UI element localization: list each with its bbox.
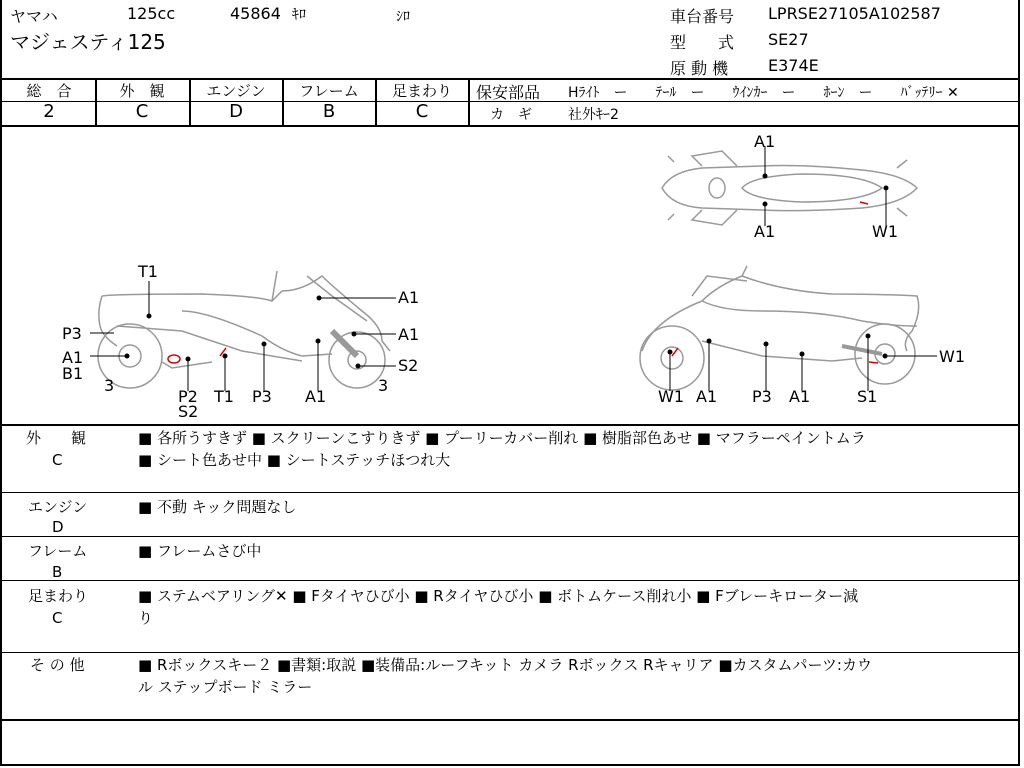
model-name: マジェスティ125 <box>10 30 166 54</box>
divider <box>2 580 1020 581</box>
diag-label-a1: A1 <box>62 348 84 367</box>
diag-label-w1: W1 <box>872 222 898 241</box>
diag-label-3: 3 <box>104 376 115 395</box>
grade-exterior: C <box>135 101 149 122</box>
remark-label-other: そ の 他 <box>30 656 85 674</box>
remark-text-exterior: ■ シート色あせ中 ■ シートステッチほつれ大 <box>138 451 451 469</box>
diag-label-a1: A1 <box>754 222 776 241</box>
divider <box>2 492 1020 493</box>
remark-grade-exterior: C <box>52 451 63 469</box>
grade-header-engine: エンジン <box>206 82 266 100</box>
chassis-number: LPRSE27105A102587 <box>768 4 941 23</box>
remark-text-suspension: り <box>138 609 154 627</box>
type-label: 型 式 <box>670 33 735 52</box>
grade-suspension: C <box>415 101 429 122</box>
engine-model-label: 原 動 機 <box>670 59 729 78</box>
grade-header-exterior: 外 観 <box>119 82 165 100</box>
maker: ヤマハ <box>10 7 58 26</box>
body-color: ｼﾛ <box>396 9 410 25</box>
key-value: 社外ｷｰ2 <box>568 107 619 123</box>
grade-frame: B <box>322 101 336 122</box>
remark-label-frame: フレーム <box>28 542 88 560</box>
divider <box>2 536 1020 537</box>
grade-header-suspension: 足まわり <box>391 82 452 100</box>
remark-text-exterior: ■ 各所うすきず ■ スクリーンこすりきず ■ プーリーカバー削れ ■ 樹脂部色あせ ■ マフラーペイントムラ <box>138 429 866 447</box>
safety-items: Hﾗｲﾄ ー ﾃｰﾙ ー ｳｲﾝｶｰ ー ﾎｰﾝ ー ﾊﾞｯﾃﾘｰ ✕ <box>568 85 959 101</box>
remark-text-other: ル ステップボード ミラー <box>138 678 313 696</box>
leader-lines <box>90 146 937 391</box>
diag-label-s2: S2 <box>178 402 199 421</box>
diag-label-p3: P3 <box>62 324 82 343</box>
scooter-right-view <box>640 266 919 390</box>
mileage-value: 45864 <box>230 4 281 23</box>
safety-label: 保安部品 <box>476 83 541 102</box>
diag-label-w1: W1 <box>939 347 965 366</box>
diag-label-w1: W1 <box>658 387 684 406</box>
grade-engine: D <box>229 101 243 122</box>
grade-header-overall: 総 合 <box>26 82 72 100</box>
remark-label-exterior: 外 観 <box>26 429 87 447</box>
remark-text-other: ■ Rボックスキー２ ■書類:取説 ■装備品:ルーフキット カメラ Rボックス Rキャリア ■カスタムパーツ:カウ <box>138 656 872 674</box>
remark-label-engine: エンジン <box>28 498 88 516</box>
divider <box>2 424 1020 426</box>
type-value: SE27 <box>768 30 809 49</box>
diag-label-3: 3 <box>378 376 389 395</box>
displacement: 125cc <box>127 4 176 23</box>
chassis-label: 車台番号 <box>670 7 735 26</box>
diag-label-a1: A1 <box>305 387 327 406</box>
diag-label-s1: S1 <box>857 387 878 406</box>
remark-grade-frame: B <box>52 563 63 581</box>
diag-label-p3: P3 <box>752 387 772 406</box>
diag-label-t1: T1 <box>214 387 234 406</box>
remark-text-engine: ■ 不動 キック問題なし <box>138 498 297 516</box>
diag-label-a1: A1 <box>754 132 776 151</box>
scooter-left-view <box>98 271 390 388</box>
diag-label-a1: A1 <box>789 387 811 406</box>
diag-label-a1: A1 <box>398 325 420 344</box>
diag-label-p2: P2 <box>178 387 198 406</box>
diag-label-s2: S2 <box>398 356 419 375</box>
remark-label-suspension: 足まわり <box>28 587 89 605</box>
key-label: カ ギ <box>490 107 532 123</box>
remark-grade-suspension: C <box>52 609 63 627</box>
mileage <box>230 4 306 24</box>
diag-label-a1: A1 <box>398 288 420 307</box>
diag-label-p3: P3 <box>252 387 272 406</box>
divider <box>2 719 1020 721</box>
remark-text-frame: ■ フレームさび中 <box>138 542 262 560</box>
scooter-top-view <box>662 151 917 225</box>
engine-model-value: E374E <box>768 56 819 75</box>
divider <box>2 652 1020 653</box>
grade-header-frame: フレーム <box>299 82 359 100</box>
remark-text-suspension: ■ ステムベアリング✕ ■ Fタイヤひび小 ■ Rタイヤひび小 ■ ボトムケース削れ小 ■ Fブレーキローター減 <box>138 587 859 605</box>
diag-label-a1: A1 <box>696 387 718 406</box>
diag-label-b1: B1 <box>62 364 84 383</box>
grade-overall: 2 <box>43 101 55 122</box>
remark-grade-engine: D <box>52 518 64 536</box>
divider <box>468 78 470 125</box>
mileage-unit: ｷﾛ <box>292 7 306 23</box>
diag-label-t1: T1 <box>138 262 158 281</box>
